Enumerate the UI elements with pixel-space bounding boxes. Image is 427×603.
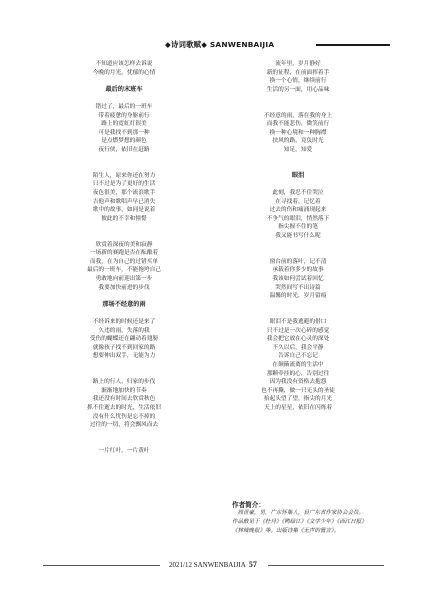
poem-line: 窗台前的落叶，记不清: [269, 258, 327, 265]
poem-line: 勇敢地向前迎出第一步: [95, 276, 153, 282]
page-number: 57: [248, 560, 257, 569]
poem-line: 只不过是为了更好的生活: [92, 181, 156, 188]
poem-line: 是点燃梦想的颜色: [101, 138, 147, 145]
poem-line: 渐渐地加快的节奏: [101, 387, 147, 394]
poem-line: 我该如何尝试着回忆: [272, 276, 324, 282]
header-rule: [316, 44, 390, 46]
poem-line: 抬起头望了望，指尖的月光: [263, 396, 333, 403]
poem-line: 吉他声和歌唱声早已消失: [92, 198, 156, 205]
poem-line: 新的征程，在前面挥着手: [266, 69, 330, 76]
footer-rule-right: [268, 565, 384, 566]
poem-line: 抓不住逝去的时光，生活依旧: [87, 405, 161, 411]
poem-line: 在颠簸流离的生活中: [272, 362, 324, 368]
poem-line: 一场新的赛跑是否在酝酿着: [89, 250, 159, 257]
poem-line: 那颗牵挂的心，告别过往: [266, 370, 330, 377]
page-header: [0, 39, 427, 51]
poem-line: 而我，在为自己的过错买单: [89, 258, 159, 265]
poem-line: 生活的另一面，用心品味: [266, 86, 330, 93]
poem-line: 在寻找着，记忆着: [275, 198, 321, 205]
author-bio-line: 周世豪，男，广东怀集人，县广东省作家协会会员。: [232, 510, 365, 516]
poem-line: 今晚的月光，忧郁的心情: [92, 69, 156, 76]
author-bio-title: 作者简介：: [232, 501, 265, 509]
poem-line: 不争气的眼泪，悄然落下: [266, 215, 330, 222]
author-bio-line: 《林城晚报》等。出版诗集《无声的管言》。: [232, 528, 340, 534]
poem-line: 换一种心境和一种胸襟: [269, 129, 327, 136]
poem-line: 路上的霓虹灯很美: [101, 121, 147, 128]
poem-line: 想要伸出双手，无能为力: [92, 353, 156, 360]
poem-line: 不经诉来的时候还是来了: [92, 319, 156, 325]
poem-title: 那场不经意的雨: [102, 300, 146, 308]
poem-line: 久违的雨，失落的我: [98, 327, 150, 334]
poem-line: 不久以后，我会平静: [272, 344, 324, 351]
footer-rule-left: [43, 565, 160, 566]
poem-line: 换一个心情，继续前行: [269, 78, 327, 85]
poem-line: 而我不能悲伤，微笑前行: [266, 121, 330, 128]
poem-line: 带着疲惫的身躯前行: [98, 112, 150, 119]
poem-line: 陌生人，原来你还在努力: [92, 172, 156, 179]
poem-line: 承载着你多少的故事: [272, 267, 324, 274]
poem-line: 哭然间写不出诗篇: [275, 284, 321, 291]
poem-line: 过往的一切，将会飘风而去: [89, 422, 159, 429]
poem-line: 错过了，最后的一班车: [95, 104, 153, 110]
poem-line: 也不再撕，做一只无头的圣徒: [261, 387, 335, 394]
poem-line: 我又能书写什么呢: [275, 233, 321, 239]
poem-line: 不知道应该怎样去诉说: [95, 61, 153, 67]
section-header: ◆诗词歌赋◆ SANWENBAIJIA: [165, 40, 275, 49]
poem-line: 温馨的时光，岁月留痕: [269, 293, 327, 300]
poem-title: 最后的末班车: [105, 85, 143, 93]
poem-line: 此刻，我忍不住哭泣: [272, 190, 324, 196]
poem-line: 不经意的雨，落在我的身上: [263, 112, 333, 119]
poem-line: 过去的伤和痛涌现起来: [269, 207, 327, 214]
poem-line: 因为我没有资格去抱怨: [269, 379, 327, 386]
poem-line: 路上的行人，归家的步伐: [92, 379, 156, 386]
poem-line: 一片红叶，一片黄叶: [98, 448, 150, 454]
poem-line: 歌中的故事，如同是说着: [92, 207, 156, 214]
poem-line: 我要加快前进的步伐: [98, 284, 150, 291]
poem-line: 眼泪不是我逃避的借口: [269, 319, 327, 325]
poem-title: 眼泪: [291, 171, 305, 179]
poem-line: 我还没有时间去欣赏秋色: [92, 396, 156, 403]
footer-issue-text: 2021/12 SANWENBAIJIA: [169, 561, 246, 569]
poem-line: 知足，知爱: [283, 147, 313, 153]
poem-line: 欣赏着深夜的美和寂静: [95, 241, 153, 248]
poem-line: 夜行侠，依旧在赶路: [98, 147, 150, 153]
author-bio-line: 作品散见于《杜丹》《鸭绿江》《文学少年》《西江日报》: [232, 519, 367, 525]
poem-line: 没有什么忧伤是忘不掉的: [92, 413, 156, 420]
poem-line: 扶风的路，竟负时光: [272, 138, 324, 145]
poem-line: 就像孩子找不到回家的路: [92, 344, 156, 351]
poem-line: 夜色很美，那个流浪歌手: [92, 190, 156, 196]
page-footer: [0, 560, 427, 572]
poem-line: 只不过是一次心碎的感觉: [266, 327, 330, 334]
poem-line: 我会把它放在心灵的深处: [266, 336, 330, 343]
poem-line: 彼此的不幸和憧憬: [101, 215, 147, 222]
footer-issue: [169, 560, 257, 569]
poem-line: 受伤的蝴蝶还在翩动着翅膀: [89, 336, 159, 343]
poem-line: 告诉自己不忘记: [278, 353, 318, 360]
poem-line: 最后的一班车，不能拖垮自己: [87, 267, 161, 274]
poem-line: 天上的星星，依旧在闪烁着: [263, 405, 333, 411]
poem-line: 可是我找不到那一种: [98, 129, 150, 136]
poem-line: 指尖握不住的笔: [278, 224, 318, 231]
poem-line: 流年里，岁月静好: [275, 61, 321, 67]
